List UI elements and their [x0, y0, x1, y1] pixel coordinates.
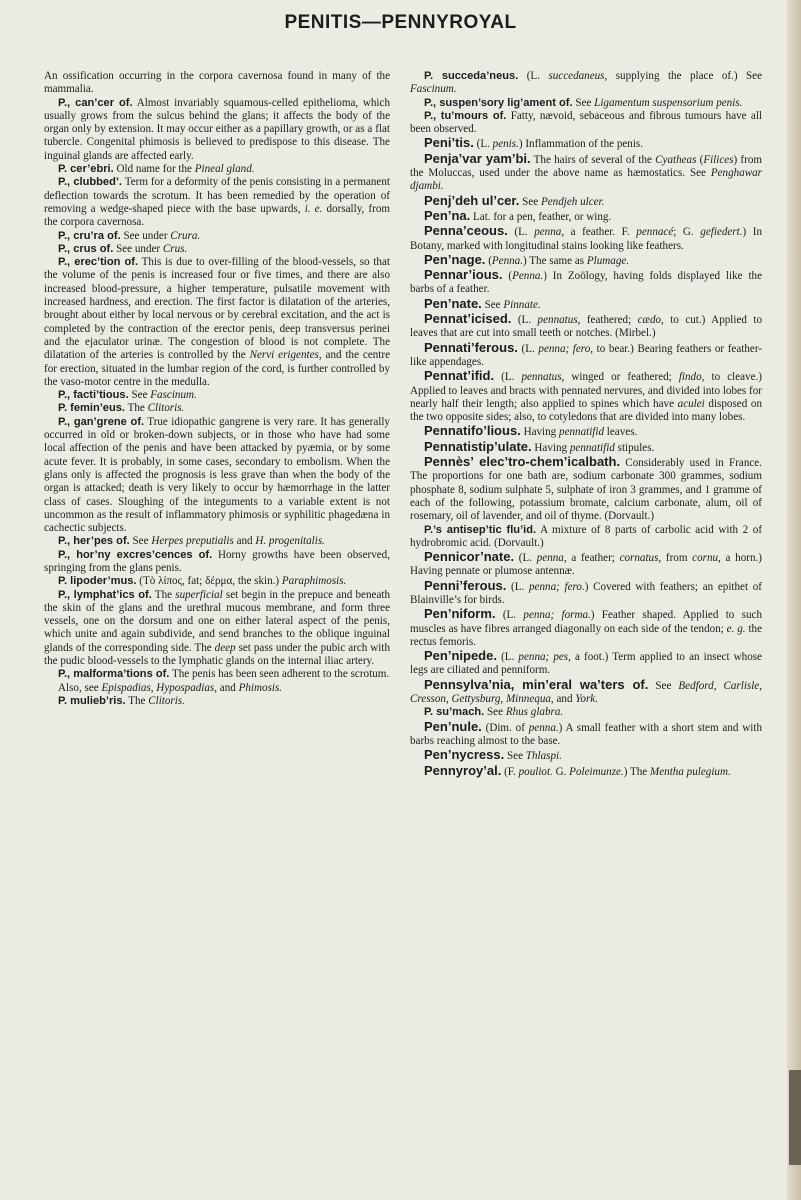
entry-text: ) Covered with feathers; an epithet of Blainville’s for birds.	[410, 580, 762, 606]
entry-text: See	[648, 679, 679, 692]
entry-italic-text: penna,	[536, 552, 567, 565]
entry-italic-text: penis.	[492, 138, 519, 151]
entry-text: ) Inflammation of the penis.	[518, 138, 644, 151]
entry-italic-text: aculei	[677, 397, 705, 410]
dictionary-entry	[410, 268, 762, 297]
entry-text: See	[128, 389, 151, 402]
dictionary-entry	[44, 389, 390, 402]
entry-italic-text: succedaneus,	[548, 70, 608, 82]
entry-text: (L.	[517, 342, 539, 355]
entry-italic-text: Ligamentum suspensorium penis.	[594, 96, 743, 109]
entry-text: A mixture of 8 parts of carbolic acid with 2 of hydrobromic acid. (Dorvault.)	[410, 523, 762, 549]
entry-headword: Pennat’ifid.	[424, 368, 495, 384]
entry-text: (L.	[518, 70, 549, 82]
entry-headword: Pen’na.	[424, 207, 471, 223]
entry-text: set begin in the prepuce and beneath the skin of the glans and the urethral mucous membrane, and form three vessels, one on the dorsum and one on either lateral aspect of the penis, which unite and again subdivide, and send branches to the oblique inguinal glands of the corresponding side. The	[44, 588, 390, 654]
entry-italic-text: Pinnate.	[503, 298, 541, 311]
dictionary-entry	[410, 369, 762, 424]
entry-italic-text: Poleimunze.	[569, 765, 624, 778]
entry-italic-text: pennatifid	[559, 426, 605, 439]
dictionary-entry	[410, 706, 762, 719]
entry-text: True idiopathic gangrene is very rare. It has generally occurred in old or broken-down subjects, or in those who have had some local affection of the penis and have been attacked by pyæmia, or by some acute fever. It is probably, in some cases, secondary to embolism. When the glans only is affected the prognosis is less grave than when the body of the organ is attacked; death is very likely to occur by hæmorrhage in the latter class of cases. Sloughing of the integuments to a variable extent is not uncommon as the result of inflammatory phimosis or syphilitic phagedæna in cachectic subjects.	[44, 415, 390, 535]
entry-text: See	[504, 750, 526, 763]
entry-italic-text: Mentha pulegium.	[650, 765, 731, 778]
dictionary-entry	[410, 424, 762, 439]
entry-text: (	[502, 270, 513, 283]
entry-text: (L.	[473, 138, 493, 151]
dictionary-entry	[410, 224, 762, 253]
entry-italic-text: Pendjeh ulcer.	[540, 195, 605, 208]
dictionary-entry	[410, 524, 762, 551]
dictionary-entry	[44, 589, 390, 669]
dictionary-entry	[44, 402, 390, 415]
dictionary-entry	[410, 152, 762, 194]
entry-text: G.	[552, 765, 570, 778]
entry-text: (L.	[494, 371, 522, 384]
dictionary-entry	[410, 341, 762, 370]
entry-text: ) from the Moluccas, used under the above name as hæmostatics. See	[410, 153, 762, 180]
entry-italic-text: Penghawar djambi.	[410, 167, 762, 193]
entry-text: ; G.	[673, 226, 701, 239]
entry-text: See	[481, 298, 504, 311]
entry-headword: Penj’deh ul’cer.	[424, 192, 520, 208]
entry-text: Almost invariably squamous-celled epithelioma, which usually grows from the sulcus behind the glans; it affects the body of the organ only by extension. It may occur either as a papillary growth, or as a flat tubercle. Congenital phimosis is believed to predispose to this disease. The inguinal glands are affected early.	[44, 96, 390, 162]
entry-text: ) The	[623, 765, 651, 778]
entry-text: stipules.	[614, 441, 655, 454]
entry-italic-text: cornatus,	[619, 552, 662, 565]
entry-headword: P., crus of.	[58, 242, 114, 255]
entry-text: The hairs of several of the	[530, 153, 656, 166]
entry-text: to bear.) Bearing feathers or feather-like appendages.	[410, 342, 762, 368]
entry-headword: Pennat’icised.	[424, 311, 512, 327]
entry-text: to cut.) Applied to leaves that are cut into small teeth or notches. (Mirbel.)	[410, 314, 762, 340]
entry-italic-text: i. e.	[304, 202, 323, 215]
dictionary-entry	[44, 695, 390, 708]
entry-text: Also, see	[58, 681, 102, 694]
entry-headword: P. mulieb’ris.	[58, 694, 126, 707]
entry-headword: Pennicor’nate.	[424, 549, 515, 565]
dictionary-entry	[410, 70, 762, 97]
entry-italic-text: Penna.	[491, 254, 524, 267]
entry-text: a feather. F.	[564, 226, 637, 239]
entry-text: This is due to over-filling of the blood-vessels, so that the volume of the penis is increased four or five times, and there are also increased blood-pressure, a higher temperature, pulsatile movement with increased hardness, and erection. The first factor is dilatation of the arteries, brought about either by local nervous or by cerebral excitation, and the act is completed by the contraction of the erector penis, deep transversus perinei and the ejaculator urinæ. The congestion of blood is not complete. The dilatation of the arteries is controlled by the	[44, 256, 390, 362]
dictionary-entry	[410, 455, 762, 523]
entry-text: Term for a deformity of the penis consisting in a permanent deflection towards the scrotum. It has been remedied by the operation of removing a wedge-shaped piece with the base upwards,	[44, 176, 390, 215]
entry-headword: P., hor’ny excres’cences of.	[58, 548, 213, 561]
entry-italic-text: Plumage.	[586, 254, 630, 267]
entry-italic-text: pennatifid	[569, 441, 615, 454]
entry-text: Old name for the	[113, 163, 195, 176]
entry-text: and	[553, 693, 576, 706]
dictionary-entry	[410, 720, 762, 749]
entry-headword: Pennès’ elec’tro-chem’icalbath.	[424, 454, 621, 470]
entry-text: Considerably used in France. The proportions for one bath are, sodium carbonate 300 grammes, sodium phosphate 8, sodium sulphate 5, sulphate of iron 3 grammes, and 1 gramme of each of the following, potassium bromate, calcium carbonate, alum, oil of rosemary, oil of lavender, and oil of thyme. (Dorvault.)	[410, 457, 762, 523]
entry-text: from	[661, 552, 693, 565]
entry-italic-text: Clitoris.	[148, 694, 185, 707]
entry-headword: P., cru’ra of.	[58, 229, 121, 242]
entry-text: See	[484, 706, 506, 719]
entry-text: Horny growths have been observed, springing from the glans penis.	[44, 548, 390, 574]
entry-italic-text: Penna.	[512, 270, 544, 283]
entry-italic-text: Thlaspi.	[525, 750, 562, 763]
entry-text: ) In Zoölogy, having folds displayed like the barbs of a feather.	[410, 270, 762, 296]
entry-italic-text: penna; pes,	[518, 651, 571, 664]
dictionary-entry	[44, 97, 390, 163]
entry-italic-text: H. progenitalis.	[255, 535, 325, 548]
entry-italic-text: pouliot.	[518, 765, 553, 778]
entry-headword: P.’s antisep’tic flu’id.	[424, 523, 537, 536]
entry-text: See	[129, 535, 152, 548]
dictionary-entry	[410, 649, 762, 678]
entry-headword: P. succeda’neus.	[424, 70, 519, 82]
entry-headword: Penni’ferous.	[424, 577, 507, 593]
entry-headword: P. lipoder’mus.	[58, 575, 137, 588]
dictionary-entry	[410, 748, 762, 763]
entry-headword: P., erec’tion of.	[58, 256, 139, 269]
entry-text: An ossification occurring in the corpora cavernosa found in many of the mammalia.	[44, 70, 390, 96]
entry-italic-text: Fascinum.	[410, 83, 457, 96]
entry-headword: Pen’nate.	[424, 295, 482, 311]
entry-text: feathered;	[580, 314, 638, 327]
dictionary-entry	[410, 97, 762, 110]
entry-text: See under	[120, 229, 171, 242]
entry-text: disposed on the two opposite sides; also, to cotyledons that are divided into many lobes.	[410, 397, 762, 424]
entry-headword: Pen’nipede.	[424, 648, 497, 664]
entry-italic-text: superficial	[175, 588, 223, 601]
entry-italic-text: Crura.	[170, 229, 201, 242]
entry-italic-text: gefiedert.	[700, 226, 743, 239]
entry-headword: Pen’nule.	[424, 718, 482, 734]
dictionary-entry	[44, 243, 390, 256]
entry-headword: P. su’mach.	[424, 706, 485, 719]
dictionary-entry	[410, 297, 762, 312]
entry-italic-text: penna; fero.	[529, 580, 585, 593]
entry-text: ) Feather shaped. Applied to such muscles as have fibres arranged diagonally on each side of the tendon;	[410, 609, 762, 635]
entry-italic-text: pennatus,	[521, 371, 565, 384]
entry-text: (L.	[495, 609, 524, 622]
entry-text: The	[125, 402, 148, 415]
entry-italic-text: penna; forma.	[523, 609, 591, 622]
entry-text: (L.	[514, 552, 537, 565]
entry-italic-text: Herpes preputialis	[151, 535, 234, 548]
entry-text: Lat. for a pen, feather, or wing.	[470, 210, 612, 223]
entry-text: Fatty, nævoid, sebaceous and fibrous tumours have all been observed.	[410, 109, 762, 136]
entry-text: See	[572, 96, 595, 109]
entry-text: (F.	[501, 765, 519, 778]
entry-headword: Pennsylva’nia, min’eral wa’ters of.	[424, 676, 649, 692]
entry-text: a foot.) Term applied to an insect whose legs are ciliated and penniform.	[410, 651, 762, 677]
entry-text: and the centre for erection, situated in the lumbar region of the cord, is further controlled by the vaso-motor centre in the medulla.	[44, 349, 390, 388]
entry-text: to cleave.) Applied to leaves and bracts with pennated nervures, and divided into lobes for nearly half their length; also applied to spines which have	[410, 371, 762, 410]
entry-headword: Pennatistip’ulate.	[424, 438, 532, 454]
entry-italic-text: Rhus glabra.	[505, 706, 564, 719]
entry-headword: P., malforma’tions of.	[58, 668, 170, 681]
dictionary-entry	[44, 668, 390, 681]
entry-text: the rectus femoris.	[410, 622, 762, 648]
dictionary-entry	[44, 70, 390, 97]
dictionary-entry	[410, 678, 762, 707]
entry-italic-text: cædo,	[637, 314, 664, 327]
entry-text: Having	[531, 441, 570, 454]
entry-text: The penis has been seen adherent to the scrotum.	[169, 668, 390, 681]
entry-headword: P., her’pes of.	[58, 535, 130, 548]
entry-headword: Pennar’ious.	[424, 267, 503, 283]
entry-headword: Pennati’ferous.	[424, 339, 518, 355]
dictionary-entry	[44, 682, 390, 695]
entry-italic-text: Paraphimosis.	[281, 575, 347, 588]
entry-headword: Peni’tis.	[424, 135, 474, 151]
entry-text: leaves.	[604, 426, 638, 439]
entry-italic-text: penna; fero,	[538, 342, 594, 355]
dictionary-entry	[410, 194, 762, 209]
entry-headword: P., gan’grene of.	[58, 415, 145, 428]
entry-italic-text: Epispadias, Hypospadias,	[101, 681, 218, 694]
entry-headword: Pen’niform.	[424, 606, 496, 622]
entry-text: a horn.) Having pennate or plumose antennæ.	[410, 552, 762, 578]
entry-text: See	[519, 195, 541, 208]
entry-italic-text: deep	[214, 641, 236, 654]
entry-italic-text: penna,	[534, 226, 565, 239]
dictionary-entry	[44, 535, 390, 548]
entry-headword: P., clubbed’.	[58, 176, 123, 189]
entry-headword: Penna’ceous.	[424, 223, 508, 239]
entry-headword: P., facti’tious.	[58, 389, 129, 402]
entry-text: ) In Botany, marked with longitudinal stains looking like feathers.	[410, 226, 762, 252]
dictionary-entry	[410, 607, 762, 649]
entry-text: (	[696, 153, 704, 166]
entry-italic-text: pennacé	[636, 226, 674, 239]
dictionary-entry	[410, 440, 762, 455]
entry-headword: P., lymphat’ics of.	[58, 588, 152, 601]
dictionary-entry	[410, 253, 762, 268]
dictionary-entry	[44, 549, 390, 576]
dictionary-entry	[44, 230, 390, 243]
entry-headword: P., tu’mours of.	[424, 109, 507, 122]
entry-italic-text: Bedford, Carlisle, Cresson, Gettysburg, Minnequa,	[410, 679, 762, 706]
entry-headword: Pennatifo’lious.	[424, 423, 521, 439]
entry-text: (L.	[507, 226, 535, 239]
entry-italic-text: cornu,	[692, 552, 721, 565]
dictionary-entry	[410, 136, 762, 151]
page-header: PENITIS—PENNYROYAL	[284, 12, 517, 33]
entry-italic-text: Filices	[703, 153, 734, 166]
entry-italic-text: Nervi erigentes,	[249, 349, 322, 362]
entry-italic-text: Crus.	[162, 242, 188, 255]
entry-text: (L.	[496, 651, 519, 664]
entry-italic-text: Pineal gland.	[194, 163, 255, 176]
entry-headword: P. cer’ebri.	[58, 163, 114, 176]
dictionary-entry	[44, 416, 390, 536]
dictionary-entry	[44, 176, 390, 229]
thumb-index-tab	[789, 1070, 801, 1165]
entry-text: The	[125, 694, 149, 707]
entry-text: ) A small feather with a short stem and with barbs reaching almost to the base.	[410, 721, 762, 747]
entry-text: See under	[113, 242, 163, 255]
dictionary-entry	[410, 764, 762, 779]
dictionary-entry	[410, 550, 762, 579]
entry-text: winged or feathered;	[564, 371, 679, 384]
right-column	[410, 70, 762, 1180]
entry-italic-text: Phimosis.	[238, 681, 283, 694]
dictionary-entry	[44, 163, 390, 176]
dictionary-entry	[44, 256, 390, 389]
entry-italic-text: e. g.	[726, 622, 746, 635]
entry-text: (L.	[511, 314, 538, 327]
entry-text: The	[151, 588, 176, 601]
dictionary-entry	[410, 209, 762, 224]
entry-headword: Penja’var yam’bi.	[424, 150, 531, 166]
dictionary-entry	[410, 110, 762, 137]
entry-text: (	[485, 254, 492, 267]
entry-italic-text: Clitoris.	[147, 402, 185, 415]
entry-headword: Pen’nycress.	[424, 747, 505, 763]
entry-italic-text: York.	[575, 693, 598, 706]
dictionary-entry	[410, 579, 762, 608]
dictionary-entry	[44, 575, 390, 588]
entry-italic-text: pennatus,	[537, 314, 581, 327]
entry-italic-text: Fascinum.	[150, 389, 197, 402]
entry-text: supplying the place of.) See	[607, 70, 762, 82]
entry-headword: Pen’nage.	[424, 251, 486, 267]
entry-italic-text: penna.	[528, 721, 559, 734]
entry-headword: P., suspen’sory lig’ament of.	[424, 96, 573, 109]
left-column	[44, 70, 390, 1180]
entry-text: (Τὸ λίπος, fat; δέρμα, the skin.)	[136, 575, 282, 588]
entry-headword: P. femin’eus.	[58, 402, 126, 415]
entry-text: ) The same as	[523, 254, 587, 267]
entry-headword: Pennyroy’al.	[424, 762, 502, 778]
dictionary-entry	[410, 312, 762, 341]
entry-text: a feather;	[566, 552, 620, 565]
entry-text: Having	[520, 426, 560, 439]
entry-text: set pass under the pubic arch with the pudic blood-vessels to the lymphatic glands on the internal iliac artery.	[44, 641, 390, 668]
entry-italic-text: findo,	[678, 371, 705, 384]
page-edge	[787, 0, 801, 1200]
entry-italic-text: Cyatheas	[655, 153, 697, 166]
entry-text: (L.	[506, 580, 529, 593]
entry-text: and	[233, 535, 256, 548]
entry-headword: P., can’cer of.	[58, 96, 133, 109]
entry-text: and	[217, 681, 239, 694]
entry-text: (Dim. of	[481, 721, 529, 734]
entry-text: dorsally, from the corpora cavernosa.	[44, 202, 390, 229]
